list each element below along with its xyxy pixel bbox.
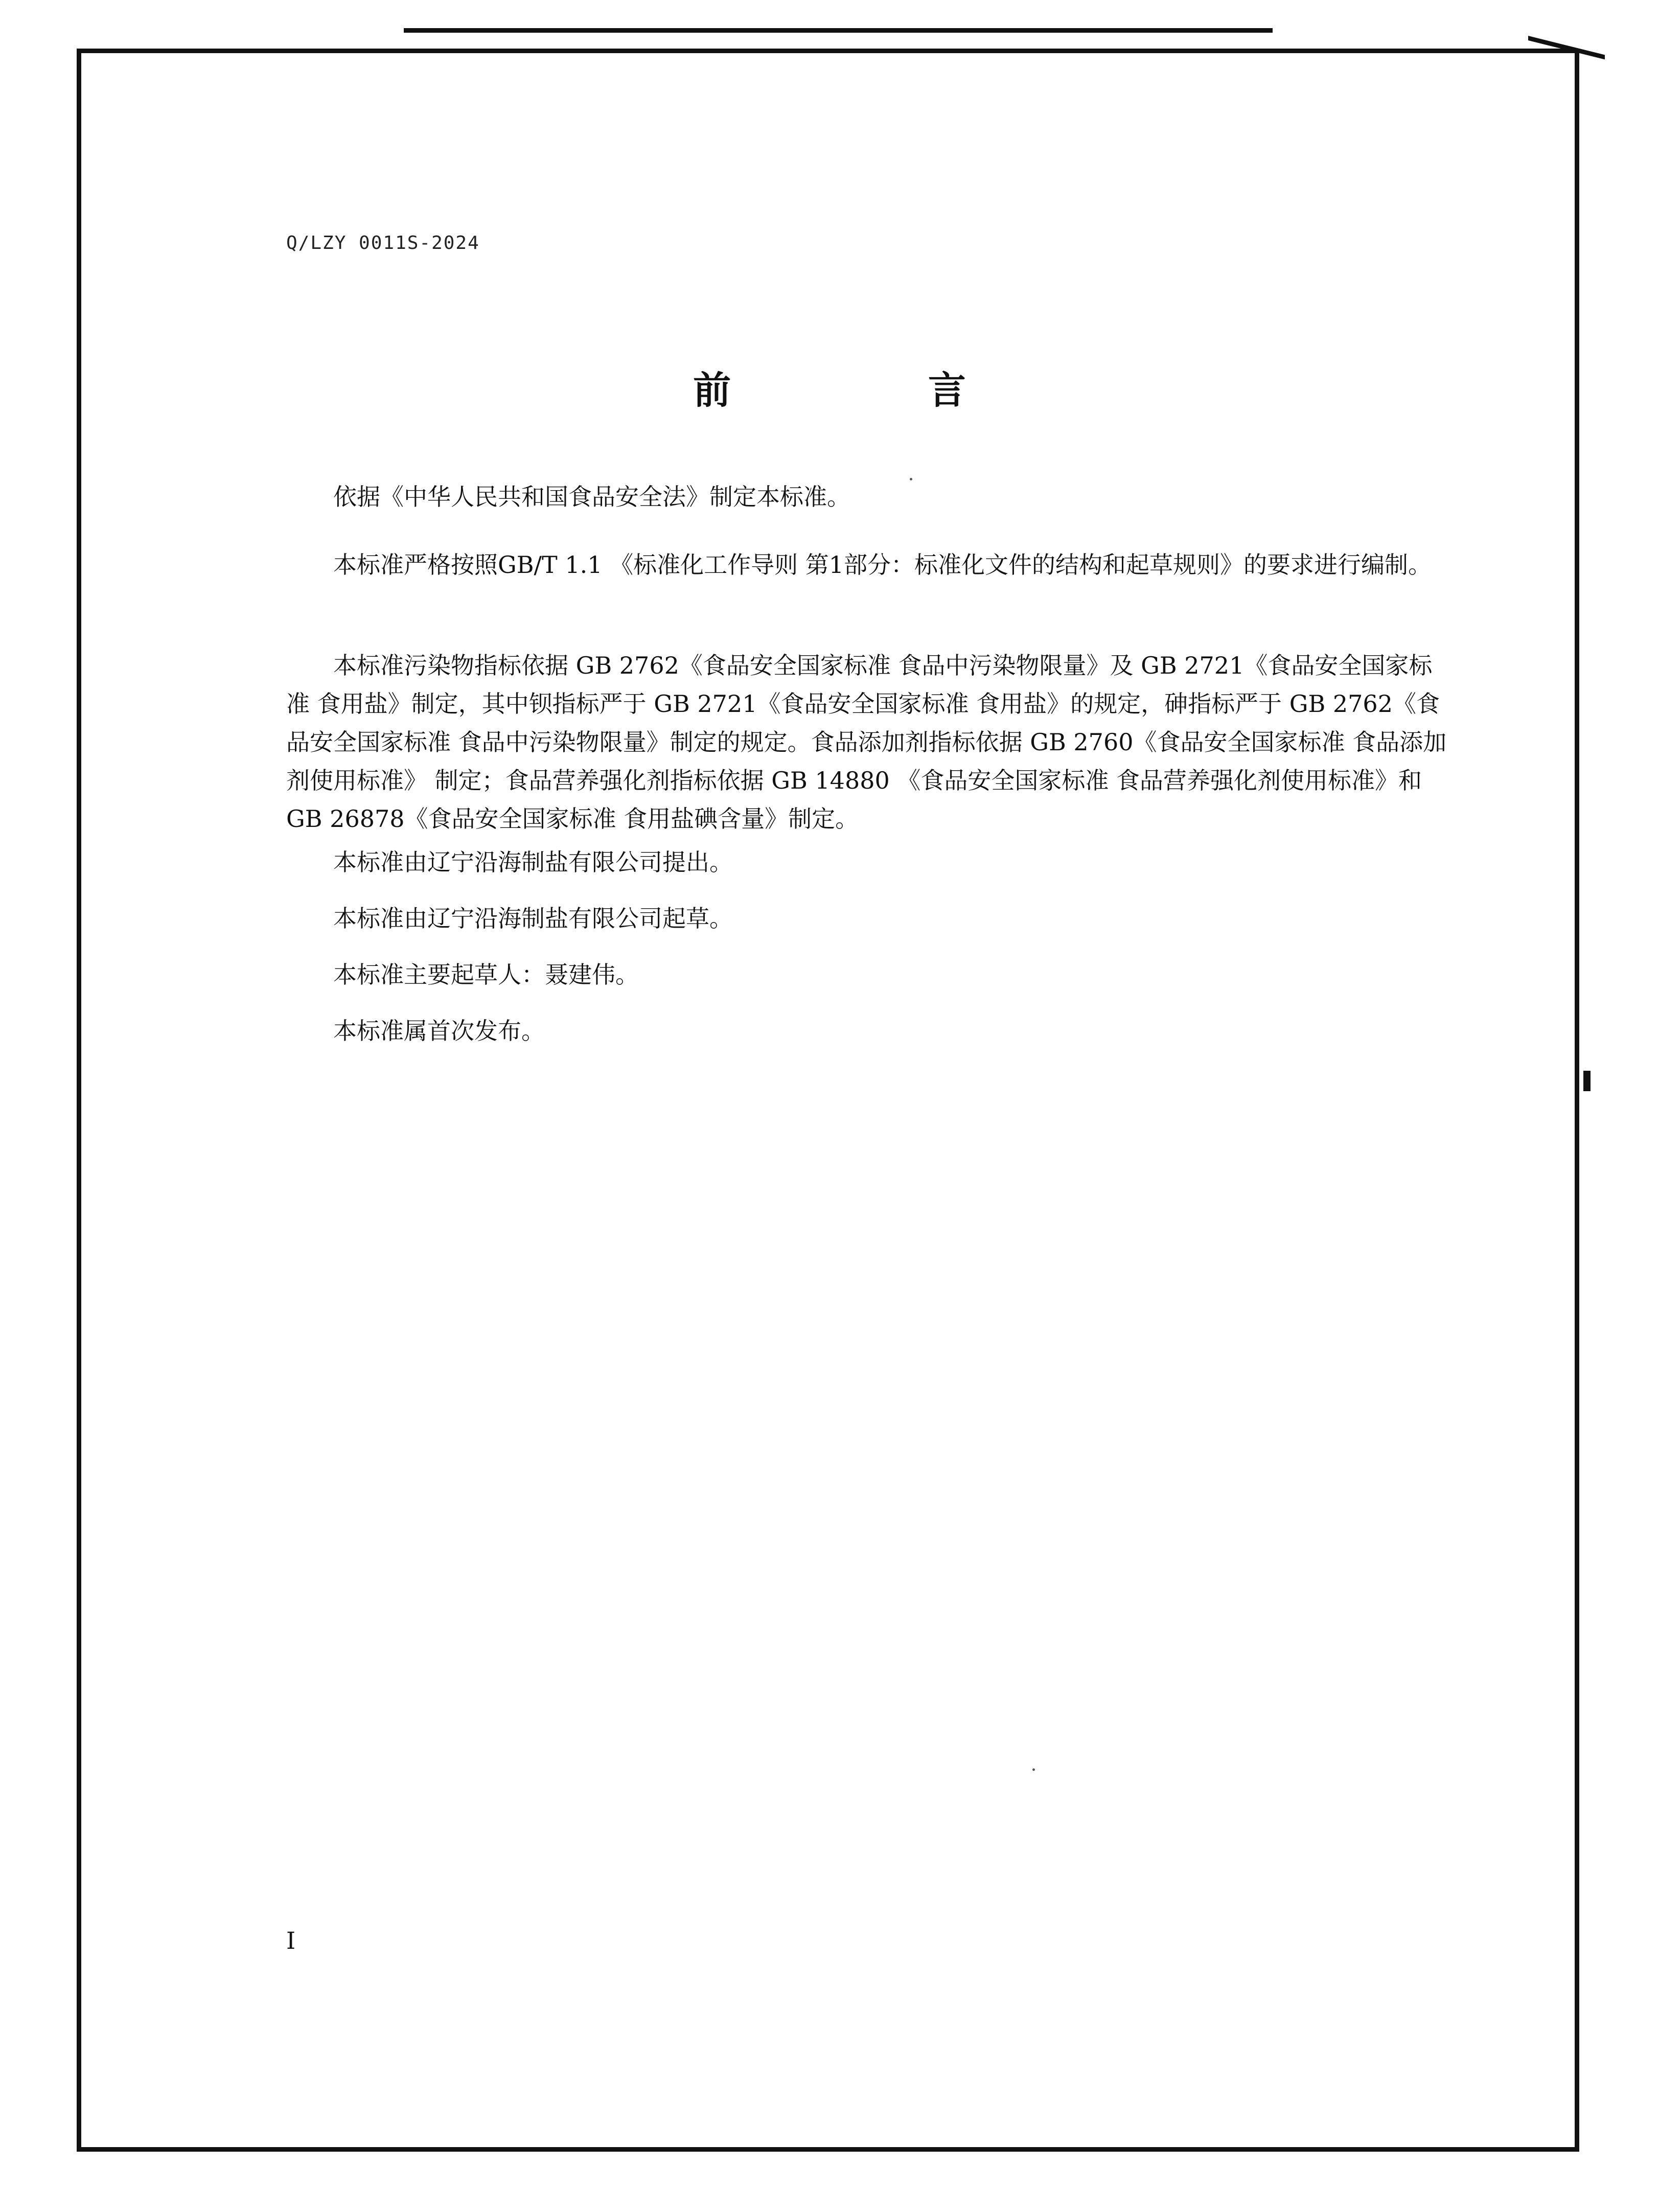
page-number: I bbox=[286, 1927, 296, 1954]
paragraph-first-release bbox=[286, 1012, 1451, 1050]
paragraph-text: 本标准主要起草人：聂建伟。 bbox=[333, 961, 639, 988]
paragraph-drafter-org bbox=[286, 900, 1451, 938]
paragraph-drafting-rules bbox=[286, 534, 1451, 595]
paragraph-indicators bbox=[286, 647, 1451, 838]
page-title: 前 言 bbox=[693, 368, 1058, 412]
scan-mark bbox=[1583, 1071, 1591, 1091]
paragraph-text: 本标准由辽宁沿海制盐有限公司提出。 bbox=[333, 848, 733, 876]
scan-speck bbox=[910, 478, 912, 480]
scan-edge-top bbox=[404, 0, 1273, 33]
paragraph-text: 本标准污染物指标依据 GB 2762《食品安全国家标准 食品中污染物限量》及 GB 2721《食品安全国家标准 食用盐》制定，其中钡指标严于 GB 2721《食品安全国家标准 食用盐》的规定，砷指标严于 GB 2762《食品安全国家标准 食品中污染物限量》制定的规定。食品添加剂指标依据 GB 2760《食品安全国家标准 食品添加剂使用标准》 制定；食品营养强化剂指标依据 GB 14880 《食品安全国家标准 食品营养强化剂使用标准》和 GB 26878《食品安全国家标准 食用盐碘含量》制定。 bbox=[286, 652, 1447, 833]
paragraph-legal-basis bbox=[286, 478, 1451, 516]
paragraph-drafter-person bbox=[286, 956, 1451, 994]
document-code: Q/LZY 0011S-2024 bbox=[286, 233, 480, 254]
paragraph-text: 本标准严格按照GB/T 1.1 《标准化工作导则 第1部分：标准化文件的结构和起草规则》的要求进行编制。 bbox=[333, 551, 1432, 579]
paragraph-proposer bbox=[286, 843, 1451, 882]
paragraph-text: 本标准属首次发布。 bbox=[333, 1017, 545, 1045]
paragraph-text: 本标准由辽宁沿海制盐有限公司起草。 bbox=[333, 905, 733, 932]
scan-speck bbox=[1032, 1768, 1035, 1771]
paragraph-text: 依据《中华人民共和国食品安全法》制定本标准。 bbox=[333, 483, 850, 511]
